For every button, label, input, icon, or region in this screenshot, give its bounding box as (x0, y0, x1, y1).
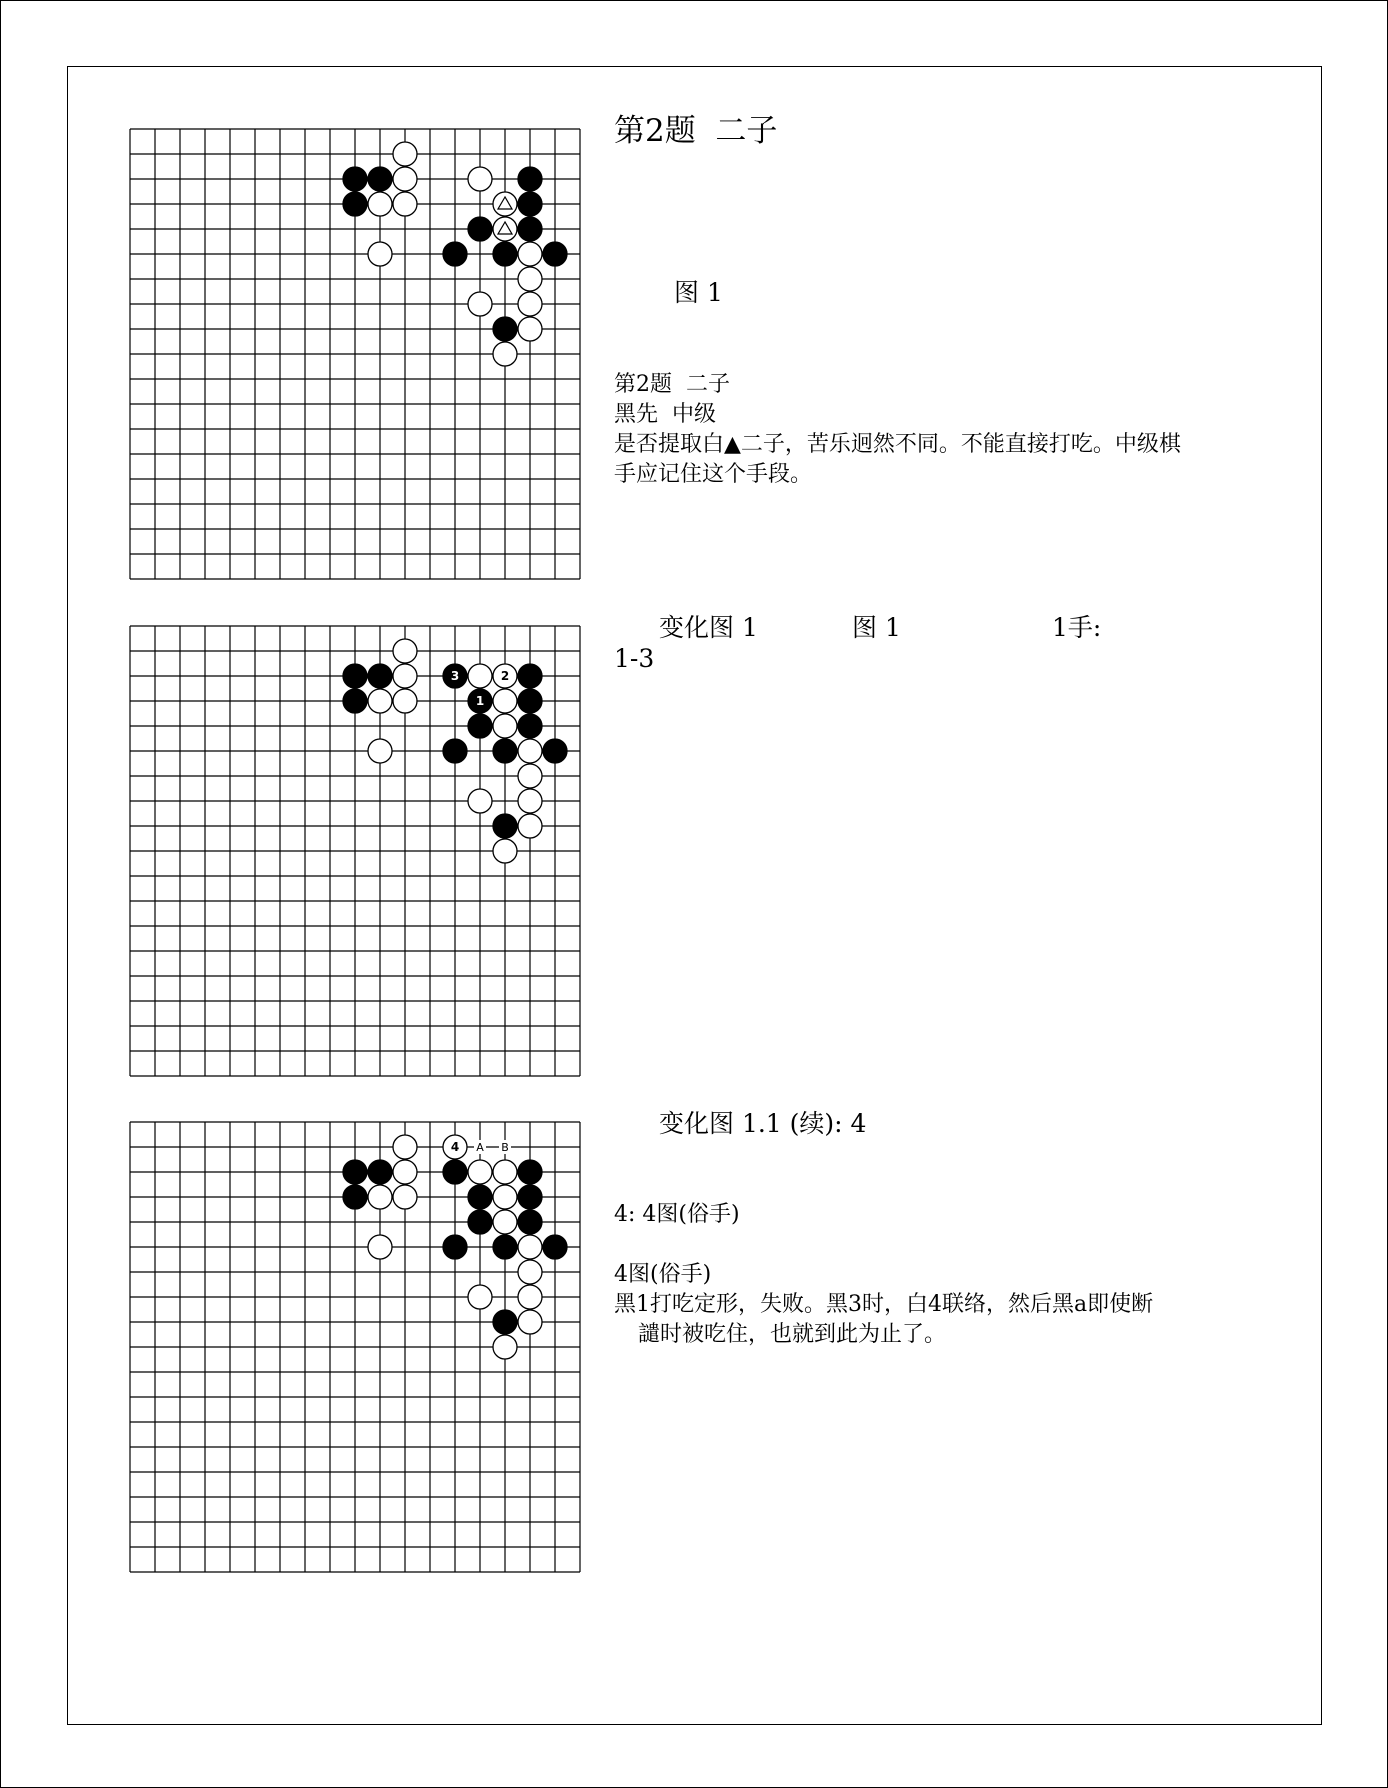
go-board-svg (128, 127, 582, 581)
black-stone (543, 739, 567, 763)
black-stone (493, 1235, 517, 1259)
white-stone (518, 814, 542, 838)
move-number-1: 1 (475, 694, 485, 708)
white-stone (468, 664, 492, 688)
black-stone (468, 1210, 492, 1234)
black-stone (518, 1210, 542, 1234)
white-stone (493, 342, 517, 366)
white-stone (493, 1335, 517, 1359)
white-stone (518, 1260, 542, 1284)
black-stone (368, 1160, 392, 1184)
black-stone (543, 1235, 567, 1259)
black-stone (518, 1185, 542, 1209)
white-stone (518, 267, 542, 291)
white-stone (518, 739, 542, 763)
white-stone (393, 689, 417, 713)
black-stone (518, 217, 542, 241)
white-stone (493, 1160, 517, 1184)
white-stone (393, 1135, 417, 1159)
white-stone (518, 1285, 542, 1309)
go-board-svg (128, 624, 582, 1078)
problem-description-line2: 手应记住这个手段。 (614, 462, 813, 487)
black-stone (343, 689, 367, 713)
variation2-heading: 4图(俗手) (614, 1262, 712, 1287)
white-stone (518, 292, 542, 316)
letter-marker-B: B (501, 1141, 509, 1154)
white-stone (493, 714, 517, 738)
black-stone (343, 1160, 367, 1184)
black-stone (468, 714, 492, 738)
move-number-3: 3 (450, 669, 460, 683)
white-stone (393, 142, 417, 166)
white-stone (493, 1210, 517, 1234)
black-stone (518, 664, 542, 688)
variation2-title: 变化图 1.1 (续): 4 (659, 1109, 867, 1138)
white-stone (518, 1310, 542, 1334)
black-stone (493, 317, 517, 341)
black-stone (543, 242, 567, 266)
board-figure-1 (128, 127, 582, 581)
black-stone (518, 714, 542, 738)
white-stone (493, 689, 517, 713)
white-stone (518, 789, 542, 813)
problem-heading: 第2题 二子 (614, 372, 730, 397)
white-stone (368, 1235, 392, 1259)
black-stone (518, 192, 542, 216)
white-stone (393, 167, 417, 191)
black-stone (368, 664, 392, 688)
white-stone (468, 1285, 492, 1309)
white-stone (368, 739, 392, 763)
variation2-move-note: 4: 4图(俗手) (614, 1202, 740, 1227)
black-stone (443, 739, 467, 763)
board-variation-1 (128, 624, 582, 1078)
variation1-ref: 图 1 (852, 613, 901, 642)
variation1-move-label: 1手: (1052, 613, 1102, 642)
black-stone (468, 1185, 492, 1209)
white-stone (493, 217, 517, 241)
black-stone (343, 1185, 367, 1209)
white-stone (493, 839, 517, 863)
black-stone (343, 167, 367, 191)
white-stone (368, 689, 392, 713)
problem-description-line1: 是否提取白▲二子，苦乐迥然不同。不能直接打吃。中级棋 (614, 432, 1181, 457)
white-stone (468, 292, 492, 316)
move-number-2: 2 (500, 669, 510, 683)
white-stone (468, 167, 492, 191)
black-stone (518, 167, 542, 191)
black-stone (443, 242, 467, 266)
white-stone (468, 1160, 492, 1184)
white-stone (493, 192, 517, 216)
move-number-4: 4 (450, 1140, 460, 1154)
black-stone (443, 1160, 467, 1184)
white-stone (368, 242, 392, 266)
problem-title: 第2题 二子 (614, 113, 778, 149)
black-stone (493, 242, 517, 266)
white-stone (393, 664, 417, 688)
variation1-title: 变化图 1 (659, 613, 758, 642)
white-stone (518, 764, 542, 788)
black-stone (493, 814, 517, 838)
variation2-line1: 黑1打吃定形，失败。黑3时，白4联络，然后黑a即使断 (614, 1292, 1154, 1317)
white-stone (393, 639, 417, 663)
board-variation-1-1 (128, 1120, 582, 1574)
white-stone (518, 317, 542, 341)
problem-level: 黑先 中级 (614, 402, 716, 427)
black-stone (518, 1160, 542, 1184)
letter-marker-A: A (476, 1141, 484, 1154)
black-stone (343, 664, 367, 688)
white-stone (393, 192, 417, 216)
black-stone (493, 1310, 517, 1334)
black-stone (343, 192, 367, 216)
white-stone (393, 1160, 417, 1184)
black-stone (493, 739, 517, 763)
white-stone (468, 789, 492, 813)
black-stone (443, 1235, 467, 1259)
white-stone (518, 1235, 542, 1259)
white-stone (368, 192, 392, 216)
variation2-line2: 譴时被吃住，也就到此为止了。 (638, 1322, 947, 1347)
black-stone (468, 217, 492, 241)
white-stone (493, 1185, 517, 1209)
variation1-range: 1-3 (614, 644, 655, 673)
figure-label: 图 1 (674, 278, 723, 307)
white-stone (518, 242, 542, 266)
go-board-svg (128, 1120, 582, 1574)
white-stone (368, 1185, 392, 1209)
white-stone (393, 1185, 417, 1209)
black-stone (368, 167, 392, 191)
black-stone (518, 689, 542, 713)
